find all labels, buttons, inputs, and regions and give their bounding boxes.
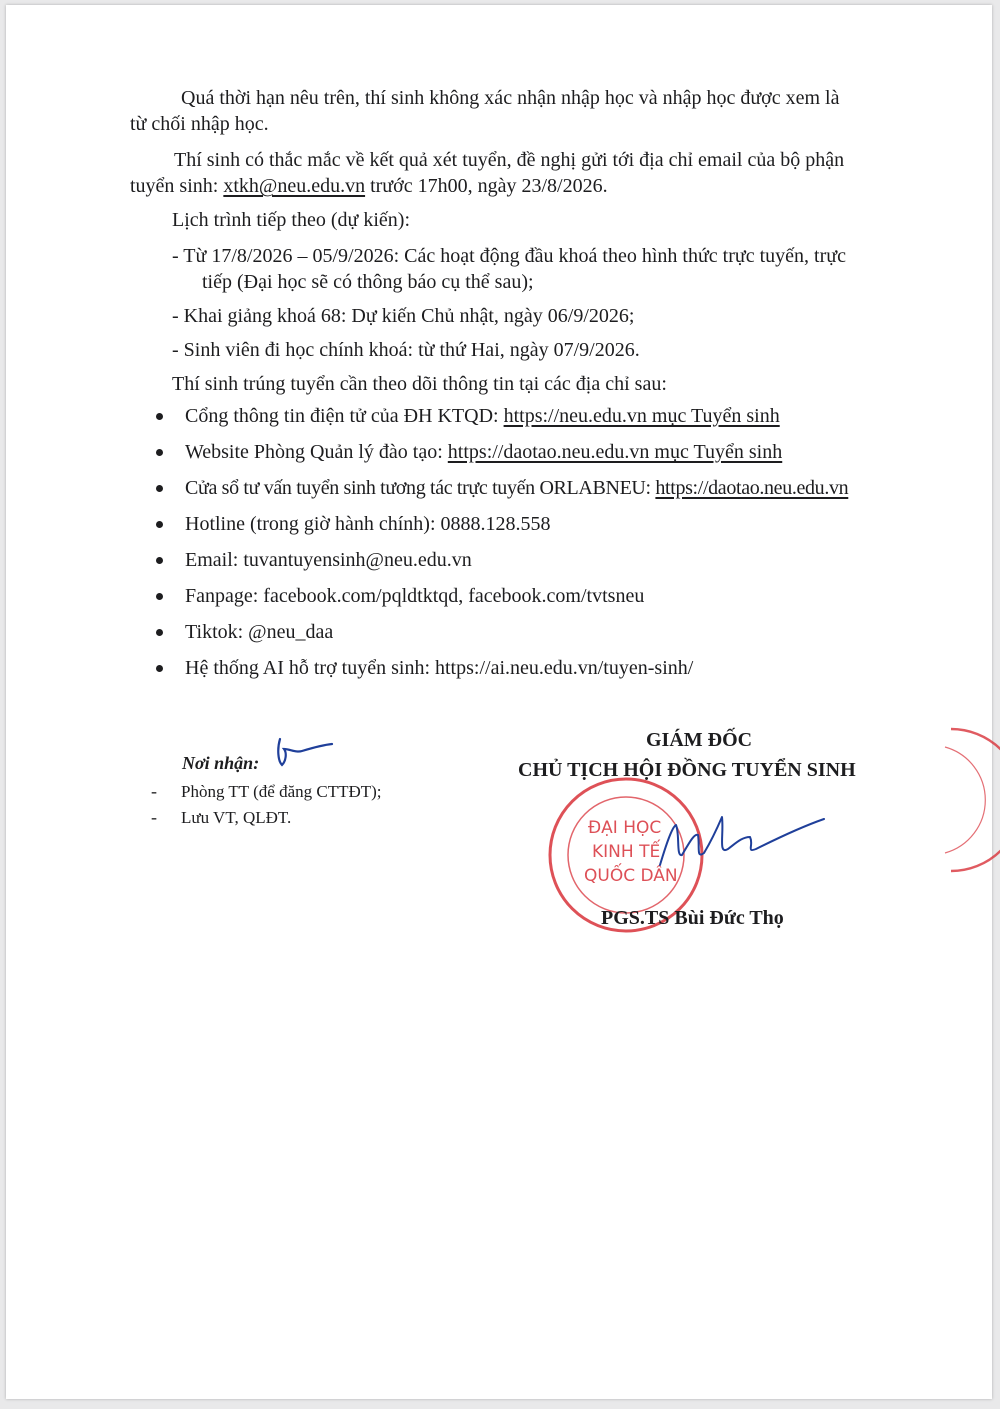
schedule-item-continuation: tiếp (Đại học sẽ có thông báo cụ thể sau); xyxy=(202,271,534,293)
recipient-item: Phòng TT (để đăng CTTĐT); xyxy=(181,782,382,801)
recipient-dash: - xyxy=(151,807,157,827)
schedule-item: - Khai giảng khoá 68: Dự kiến Chủ nhật, ngày 06/9/2026; xyxy=(172,305,635,327)
signer-position: CHỦ TỊCH HỘI ĐỒNG TUYỂN SINH xyxy=(518,759,856,781)
seal-line3: QUỐC DÂN xyxy=(584,866,678,886)
bullet-icon xyxy=(156,413,163,420)
bullet-icon xyxy=(156,629,163,636)
info-item xyxy=(185,403,780,429)
bullet-icon xyxy=(156,557,163,564)
info-item xyxy=(185,439,782,465)
bullet-icon xyxy=(156,593,163,600)
recipients-heading: Nơi nhận: xyxy=(182,753,260,773)
info-item-label: Website Phòng Quản lý đào tạo: xyxy=(185,441,448,463)
info-item xyxy=(185,475,848,501)
handwritten-signature-icon xyxy=(646,805,826,885)
info-item-label: Cửa sổ tư vấn tuyển sinh tương tác trực tuyến ORLABNEU: xyxy=(185,477,656,499)
info-heading: Thí sinh trúng tuyển cần theo dõi thông tin tại các địa chỉ sau: xyxy=(172,373,667,395)
initials-signature-icon xyxy=(274,735,336,769)
info-item: Tiktok: @neu_daa xyxy=(185,621,334,643)
schedule-heading: Lịch trình tiếp theo (dự kiến): xyxy=(172,209,410,231)
info-item: Fanpage: facebook.com/pqldtktqd, facebook.com/tvtsneu xyxy=(185,585,645,607)
bullet-icon xyxy=(156,449,163,456)
schedule-item: - Sinh viên đi học chính khoá: từ thứ Hai, ngày 07/9/2026. xyxy=(172,339,640,361)
recipient-dash: - xyxy=(151,781,157,801)
bullet-icon xyxy=(156,521,163,528)
para2-prefix: tuyển sinh: xyxy=(130,175,224,197)
para2-line2 xyxy=(130,173,608,199)
bullet-icon xyxy=(156,485,163,492)
seal-line1: ĐẠI HỌC xyxy=(588,818,662,838)
recipient-item: Lưu VT, QLĐT. xyxy=(181,808,292,827)
seal-line2: KINH TẾ xyxy=(592,842,661,862)
info-item-label: Cổng thông tin điện tử của ĐH KTQD: xyxy=(185,405,504,427)
bullet-icon xyxy=(156,665,163,672)
para1-line1: Quá thời hạn nêu trên, thí sinh không xác nhận nhập học và nhập học được xem là xyxy=(181,87,840,109)
schedule-item: - Từ 17/8/2026 – 05/9/2026: Các hoạt động đầu khoá theo hình thức trực tuyến, trực xyxy=(172,245,846,267)
para2-line1: Thí sinh có thắc mắc về kết quả xét tuyển, đề nghị gửi tới địa chỉ email của bộ phận xyxy=(174,149,845,171)
document-page xyxy=(6,5,992,1399)
info-item: Email: tuvantuyensinh@neu.edu.vn xyxy=(185,549,472,571)
page-edge-seal-icon xyxy=(941,725,1000,875)
para1-line2: từ chối nhập học. xyxy=(130,113,269,135)
info-item-link[interactable]: https://daotao.neu.edu.vn xyxy=(655,477,849,499)
info-item: Hotline (trong giờ hành chính): 0888.128.558 xyxy=(185,513,551,535)
signer-title: GIÁM ĐỐC xyxy=(646,729,753,751)
info-item-link[interactable]: https://daotao.neu.edu.vn mục Tuyển sinh xyxy=(447,441,783,463)
signer-name: PGS.TS Bùi Đức Thọ xyxy=(601,907,784,929)
info-item: Hệ thống AI hỗ trợ tuyển sinh: https://ai.neu.edu.vn/tuyen-sinh/ xyxy=(185,657,694,679)
info-item-link[interactable]: https://neu.edu.vn mục Tuyển sinh xyxy=(503,405,780,427)
para2-suffix: trước 17h00, ngày 23/8/2026. xyxy=(365,175,608,197)
email-link[interactable]: xtkh@neu.edu.vn xyxy=(223,175,366,197)
